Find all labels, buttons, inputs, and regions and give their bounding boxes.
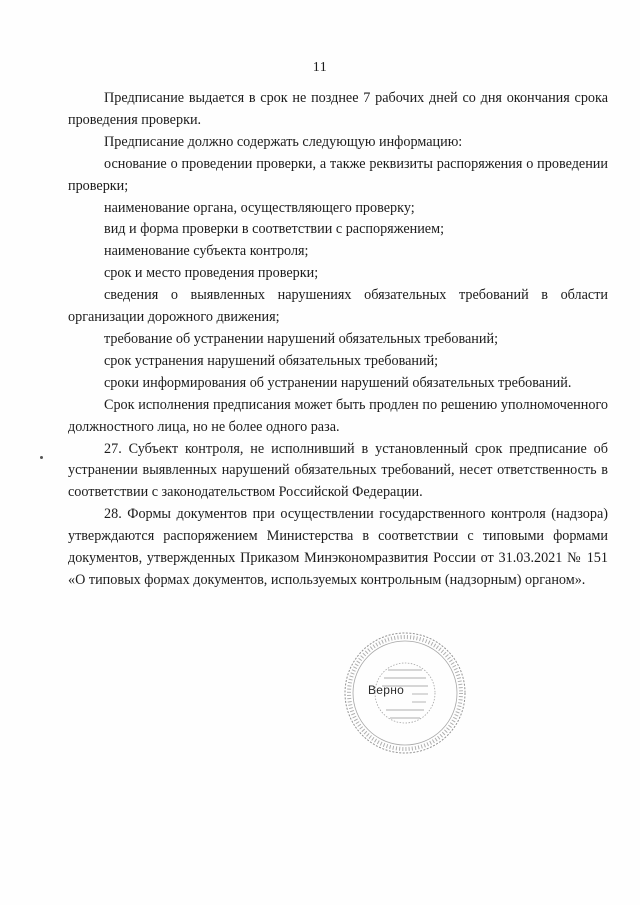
list-item-basis: основание о проведении проверки, а также реквизиты распоряжения о проведении проверки; xyxy=(68,155,608,194)
list-item-inspection-type: вид и форма проверки в соответствии с распоряжением; xyxy=(104,221,445,238)
clause-27: 27. Субъект контроля, не исполнивший в установленный срок предписание об устранении выявленных нарушений обязательных требований, несет ответственность в соответствии с законодательством Российской Федерации. xyxy=(68,440,608,501)
clause-28: 28. Формы документов при осуществлении государственного контроля (надзора) утверждаются распоряжением Министерства в соответствии с типовыми формами документов, утвержденных Приказом Минэкономразвития России от 31.03.2021 № 151 «О типовых формах документов, используемых контрольным (надзорным) органом». xyxy=(68,506,608,588)
list-item-violations: сведения о выявленных нарушениях обязательных требований в области организации дорожного движения; xyxy=(68,287,608,326)
official-seal xyxy=(340,628,470,758)
paragraph-content-intro: Предписание должно содержать следующую информацию: xyxy=(104,133,463,150)
list-item-remedy-deadline: срок устранения нарушений обязательных требований; xyxy=(104,352,439,369)
page-number: 11 xyxy=(312,60,328,75)
document-body xyxy=(68,88,608,592)
list-item-time-place: срок и место проведения проверки; xyxy=(104,265,319,282)
paragraph-issue-term: Предписание выдается в срок не позднее 7 рабочих дней со дня окончания срока проведения проверки. xyxy=(68,90,608,128)
list-item-subject-name: наименование субъекта контроля; xyxy=(104,243,309,260)
margin-dot xyxy=(40,456,43,459)
paragraph-extension: Срок исполнения предписания может быть продлен по решению уполномоченного должностного лица, но не более одного раза. xyxy=(68,396,608,435)
seal-graphic xyxy=(340,628,470,758)
list-item-reporting-deadline: сроки информирования об устранении нарушений обязательных требований. xyxy=(104,374,572,391)
seal-certified-label: Верно xyxy=(368,683,405,697)
list-item-authority-name: наименование органа, осуществляющего проверку; xyxy=(104,199,415,216)
list-item-remedy-requirement: требование об устранении нарушений обязательных требований; xyxy=(104,330,499,347)
